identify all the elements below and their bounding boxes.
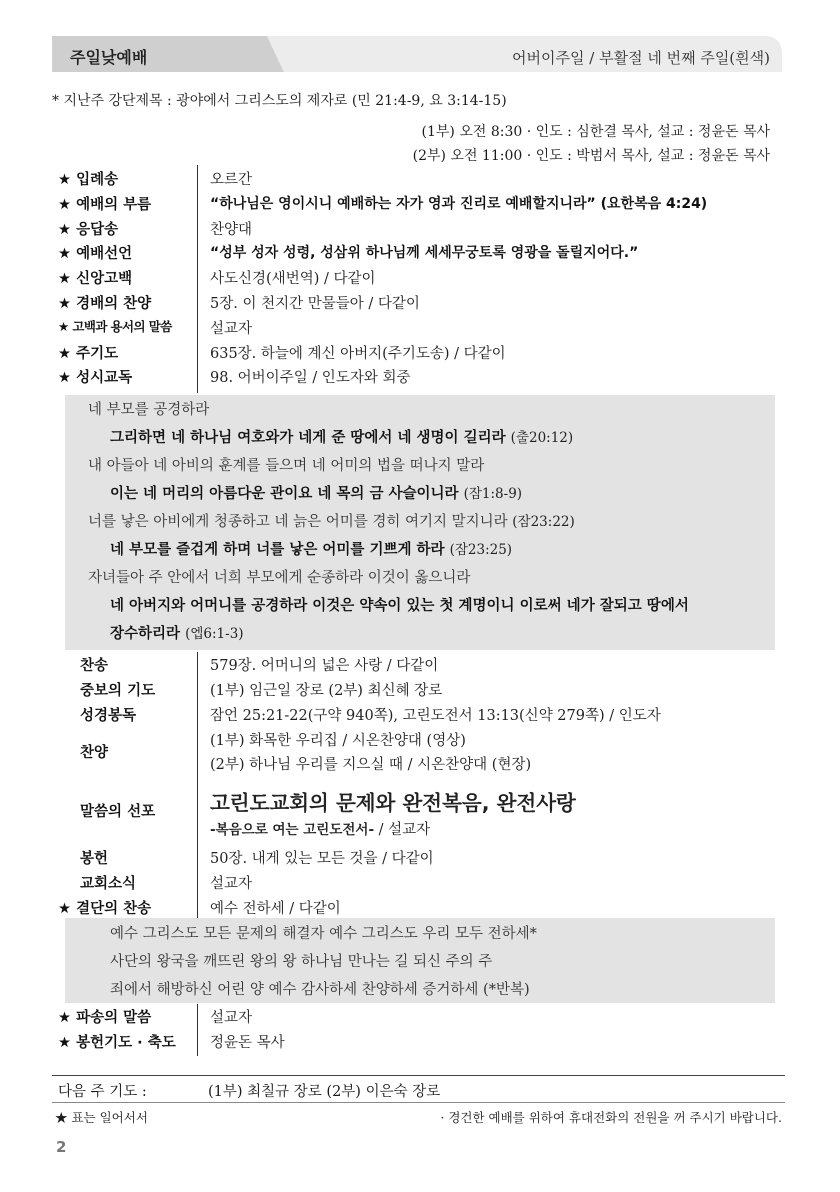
reading-line-congregation: 네 아버지와 어머니를 공경하라 이것은 약속이 있는 첫 계명이니 이로써 네가 잘되고 땅에서 bbox=[110, 598, 689, 614]
stand-note: ★ 표는 일어서서 bbox=[55, 1110, 148, 1125]
stand-star-icon: ★ bbox=[58, 196, 71, 213]
order-value: 설교자 bbox=[210, 1010, 253, 1026]
order-label: ★ 입례송 bbox=[58, 172, 119, 188]
stand-star-icon: ★ bbox=[58, 318, 69, 334]
lyrics-line: 예수 그리스도 모든 문제의 해결자 예수 그리스도 우리 모두 전하세* bbox=[110, 926, 537, 942]
order-label-sermon: 말씀의 선포 bbox=[80, 804, 156, 820]
next-week-prayer-label: 다음 주 기도 : bbox=[58, 1084, 147, 1100]
stand-star-icon: ★ bbox=[58, 1035, 71, 1051]
scripture-reference: (잠1:8-9) bbox=[463, 486, 523, 502]
page-number: 2 bbox=[56, 1138, 67, 1156]
stand-star-icon: ★ bbox=[58, 172, 71, 188]
last-sermon: * 지난주 강단제목 : 광야에서 그리스도의 제자로 (민 21:4-9, 요 3:14-15) bbox=[52, 93, 507, 109]
order-label: ★ 파송의 말씀 bbox=[58, 1010, 152, 1026]
reading-line-leader: 내 아들아 네 아비의 훈계를 들으며 네 어미의 법을 떠나지 말라 bbox=[88, 458, 485, 474]
stand-star-icon: ★ bbox=[58, 246, 71, 263]
order-divider-2 bbox=[197, 652, 198, 918]
order-value-prayer: (1부) 임근일 장로 (2부) 최신혜 장로 bbox=[210, 683, 443, 699]
order-value: 98. 어버이주일 / 인도자와 회중 bbox=[210, 370, 411, 387]
page-title: 주일낮예배 bbox=[70, 48, 148, 67]
order-value: 사도신경(새번역) / 다같이 bbox=[210, 271, 376, 288]
stand-star-icon: ★ bbox=[58, 296, 71, 312]
order-value: 오르간 bbox=[210, 172, 253, 188]
scripture-reference: (엡6:1-3) bbox=[185, 626, 244, 642]
scripture-reference: (잠23:25) bbox=[449, 542, 513, 558]
order-label: ★ 응답송 bbox=[58, 221, 119, 238]
footer-divider-bottom bbox=[52, 1102, 785, 1103]
lyrics-line: 사단의 왕국을 깨뜨린 왕의 왕 하나님 만나는 길 되신 주의 주 bbox=[110, 954, 493, 970]
order-label: ★ 신앙고백 bbox=[58, 271, 133, 288]
order-label: ★ 예배의 부름 bbox=[58, 196, 152, 213]
page-subtitle: 어버이주일 / 부활절 네 번째 주일(흰색) bbox=[512, 49, 770, 67]
order-label-anthem: 찬양 bbox=[80, 745, 109, 761]
sermon-subtitle: -복음으로 여는 고린도전서- bbox=[210, 822, 375, 838]
order-label-closing: ★ 결단의 찬송 bbox=[58, 901, 152, 917]
scripture-reference: (잠23:22) bbox=[512, 514, 575, 530]
order-label-scripture: 성경봉독 bbox=[80, 708, 137, 724]
service-1: (1부) 오전 8:30 · 인도 : 심한결 목사, 설교 : 정윤돈 목사 bbox=[421, 124, 770, 140]
reading-line-congregation: 이는 네 머리의 아름다운 관이요 네 목의 금 사슬이니라 (잠1:8-9) bbox=[110, 486, 523, 502]
stand-star-icon: ★ bbox=[58, 271, 71, 288]
order-label: ★ 성시교독 bbox=[58, 370, 133, 387]
order-divider-1 bbox=[197, 165, 198, 393]
stand-star-icon: ★ bbox=[58, 1010, 71, 1026]
stand-star-icon: ★ bbox=[58, 345, 71, 362]
stand-star-icon: ★ bbox=[58, 901, 71, 917]
stand-star-icon: ★ bbox=[58, 370, 71, 387]
order-divider-3 bbox=[197, 1004, 198, 1056]
order-value: 찬양대 bbox=[210, 221, 253, 238]
phone-note: · 경건한 예배를 위하여 휴대전화의 전원을 꺼 주시기 바랍니다. bbox=[440, 1110, 782, 1125]
order-value-offering: 50장. 내게 있는 모든 것을 / 다같이 bbox=[210, 851, 434, 867]
order-label: ★ 경배의 찬양 bbox=[58, 296, 152, 312]
order-value: “하나님은 영이시니 예배하는 자가 영과 진리로 예배할지니라” (요한복음 4:24) bbox=[210, 195, 708, 212]
reading-line-leader: 너를 낳은 아비에게 청종하고 네 늙은 어미를 경히 여기지 말지니라 (잠23:22) bbox=[88, 514, 575, 530]
order-value-hymn: 579장. 어머니의 넓은 사랑 / 다같이 bbox=[210, 658, 439, 674]
order-label-news: 교회소식 bbox=[80, 876, 137, 892]
next-week-prayer-value: (1부) 최칠규 장로 (2부) 이은숙 장로 bbox=[208, 1084, 441, 1100]
scripture-reference: (출20:12) bbox=[510, 430, 574, 446]
reading-line-congregation: 네 부모를 즐겁게 하며 너를 낳은 어미를 기쁘게 하라 (잠23:25) bbox=[110, 542, 513, 558]
order-label: ★ 예배선언 bbox=[58, 246, 133, 263]
reading-line-leader: 자녀들아 주 안에서 너희 부모에게 순종하라 이것이 옳으니라 bbox=[88, 570, 471, 586]
order-value-anthem-2: (2부) 하나님 우리를 지으실 때 / 시온찬양대 (현장) bbox=[210, 757, 532, 773]
order-value: 5장. 이 천지간 만물들아 / 다같이 bbox=[210, 296, 420, 312]
order-label: ★ 주기도 bbox=[58, 345, 119, 362]
sermon-title: 고린도교회의 문제와 완전복음, 완전사랑 bbox=[210, 791, 576, 815]
reading-line-congregation: 그리하면 네 하나님 여호와가 네게 준 땅에서 네 생명이 길리라 (출20:12) bbox=[110, 430, 574, 446]
order-value-closing: 예수 전하세 / 다같이 bbox=[210, 901, 341, 917]
order-value-news: 설교자 bbox=[210, 876, 253, 892]
order-value-scripture: 잠언 25:21-22(구약 940쪽), 고린도전서 13:13(신약 279쪽) / 인도자 bbox=[210, 708, 661, 724]
order-value: 설교자 bbox=[210, 320, 253, 337]
order-value: 정윤돈 목사 bbox=[210, 1035, 285, 1051]
order-label: ★ 봉헌기도 · 축도 bbox=[58, 1035, 176, 1051]
order-label: ★ 고백과 용서의 말씀 bbox=[58, 318, 172, 334]
order-label-offering: 봉헌 bbox=[80, 851, 109, 867]
lyrics-line: 죄에서 해방하신 어린 양 예수 감사하세 찬양하세 증거하세 (*반복) bbox=[110, 982, 530, 998]
order-value-anthem-1: (1부) 화목한 우리집 / 시온찬양대 (영상) bbox=[210, 733, 466, 749]
stand-star-icon: ★ bbox=[58, 221, 71, 238]
order-label-prayer: 중보의 기도 bbox=[80, 683, 156, 699]
sermon-preacher: / 설교자 bbox=[374, 822, 431, 838]
order-value: 635장. 하늘에 계신 아버지(주기도송) / 다같이 bbox=[210, 345, 506, 362]
order-value: “성부 성자 성령, 성삼위 하나님께 세세무궁토록 영광을 돌릴지어다.” bbox=[210, 245, 639, 262]
reading-line-leader: 네 부모를 공경하라 bbox=[88, 402, 210, 418]
service-2: (2부) 오전 11:00 · 인도 : 박범서 목사, 설교 : 정윤돈 목사 bbox=[412, 148, 770, 164]
footer-divider-top bbox=[52, 1075, 785, 1076]
reading-line-congregation: 장수하리라 (엡6:1-3) bbox=[110, 626, 244, 642]
order-label-hymn: 찬송 bbox=[80, 658, 109, 674]
